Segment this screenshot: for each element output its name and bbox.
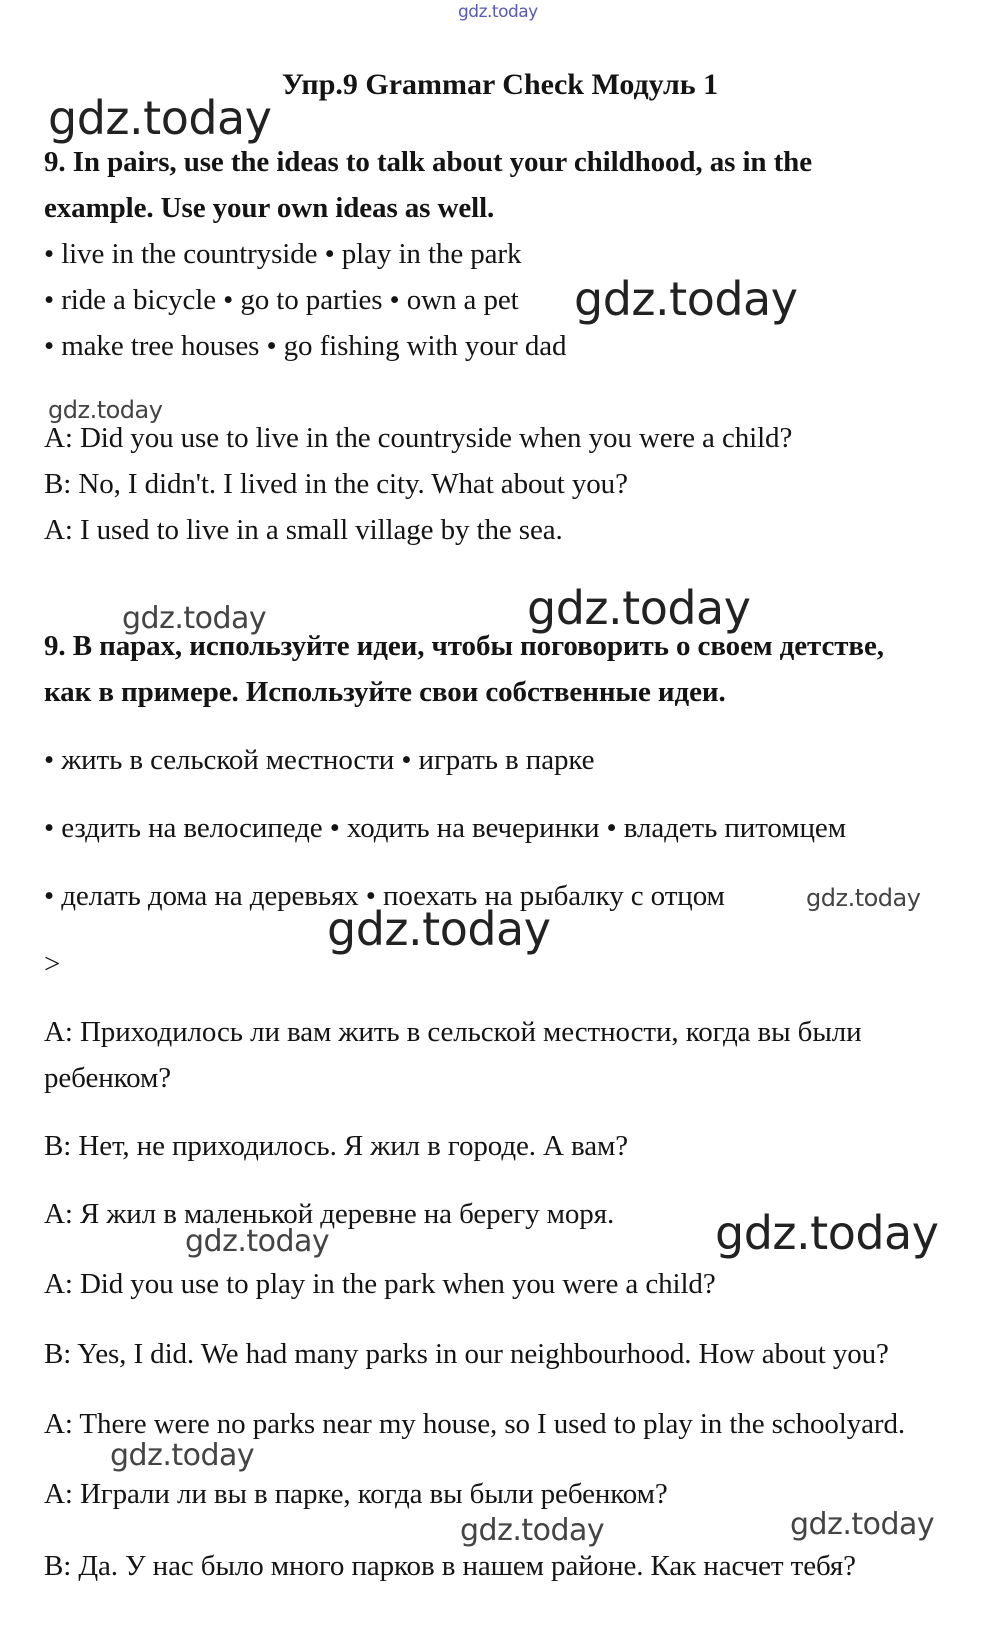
watermark: gdz.today (460, 1513, 605, 1548)
stray-character: > (44, 948, 61, 980)
watermark: gdz.today (122, 601, 267, 636)
task-heading-ru: как в примере. Используйте свои собственные идеи. (44, 676, 726, 708)
dialogue-line: A: Играли ли вы в парке, когда вы были ребенком? (44, 1478, 668, 1510)
dialogue-line: B: Нет, не приходилось. Я жил в городе. А вам? (44, 1130, 629, 1162)
idea-list-item: • ride a bicycle • go to parties • own a pet (44, 284, 519, 316)
watermark: gdz.today (527, 581, 751, 635)
dialogue-line: A: I used to live in a small village by the sea. (44, 514, 563, 546)
dialogue-line: A: Did you use to play in the park when you were a child? (44, 1268, 716, 1300)
dialogue-line: ребенком? (44, 1062, 172, 1094)
idea-list-item: • жить в сельской местности • играть в парке (44, 744, 595, 776)
watermark: gdz.today (790, 1507, 935, 1542)
idea-list-item: • live in the countryside • play in the park (44, 238, 522, 270)
task-heading-en: 9. In pairs, use the ideas to talk about your childhood, as in the (44, 146, 812, 178)
watermark-top: gdz.today (458, 2, 538, 22)
dialogue-line: A: Я жил в маленькой деревне на берегу моря. (44, 1198, 615, 1230)
watermark: gdz.today (327, 902, 551, 956)
idea-list-item: • делать дома на деревьях • поехать на рыбалку с отцом (44, 880, 725, 912)
watermark: gdz.today (48, 91, 272, 145)
dialogue-line: A: There were no parks near my house, so I used to play in the schoolyard. (44, 1408, 906, 1440)
watermark: gdz.today (715, 1206, 939, 1260)
dialogue-line: A: Приходилось ли вам жить в сельской местности, когда вы были (44, 1016, 862, 1048)
dialogue-line: B: Да. У нас было много парков в нашем районе. Как насчет тебя? (44, 1550, 856, 1582)
watermark: gdz.today (574, 272, 798, 326)
dialogue-line: A: Did you use to live in the countryside when you were a child? (44, 422, 793, 454)
dialogue-line: B: No, I didn't. I lived in the city. What about you? (44, 468, 628, 500)
page-title: Упр.9 Grammar Check Модуль 1 (281, 68, 719, 101)
idea-list-item: • make tree houses • go fishing with your dad (44, 330, 567, 362)
watermark: gdz.today (48, 396, 163, 424)
watermark: gdz.today (806, 884, 921, 912)
watermark: gdz.today (185, 1224, 330, 1259)
idea-list-item: • ездить на велосипеде • ходить на вечеринки • владеть питомцем (44, 812, 846, 844)
dialogue-line: B: Yes, I did. We had many parks in our neighbourhood. How about you? (44, 1338, 889, 1370)
task-heading-en: example. Use your own ideas as well. (44, 192, 495, 224)
watermark: gdz.today (110, 1438, 255, 1473)
task-heading-ru: 9. В парах, используйте идеи, чтобы поговорить о своем детстве, (44, 630, 884, 662)
